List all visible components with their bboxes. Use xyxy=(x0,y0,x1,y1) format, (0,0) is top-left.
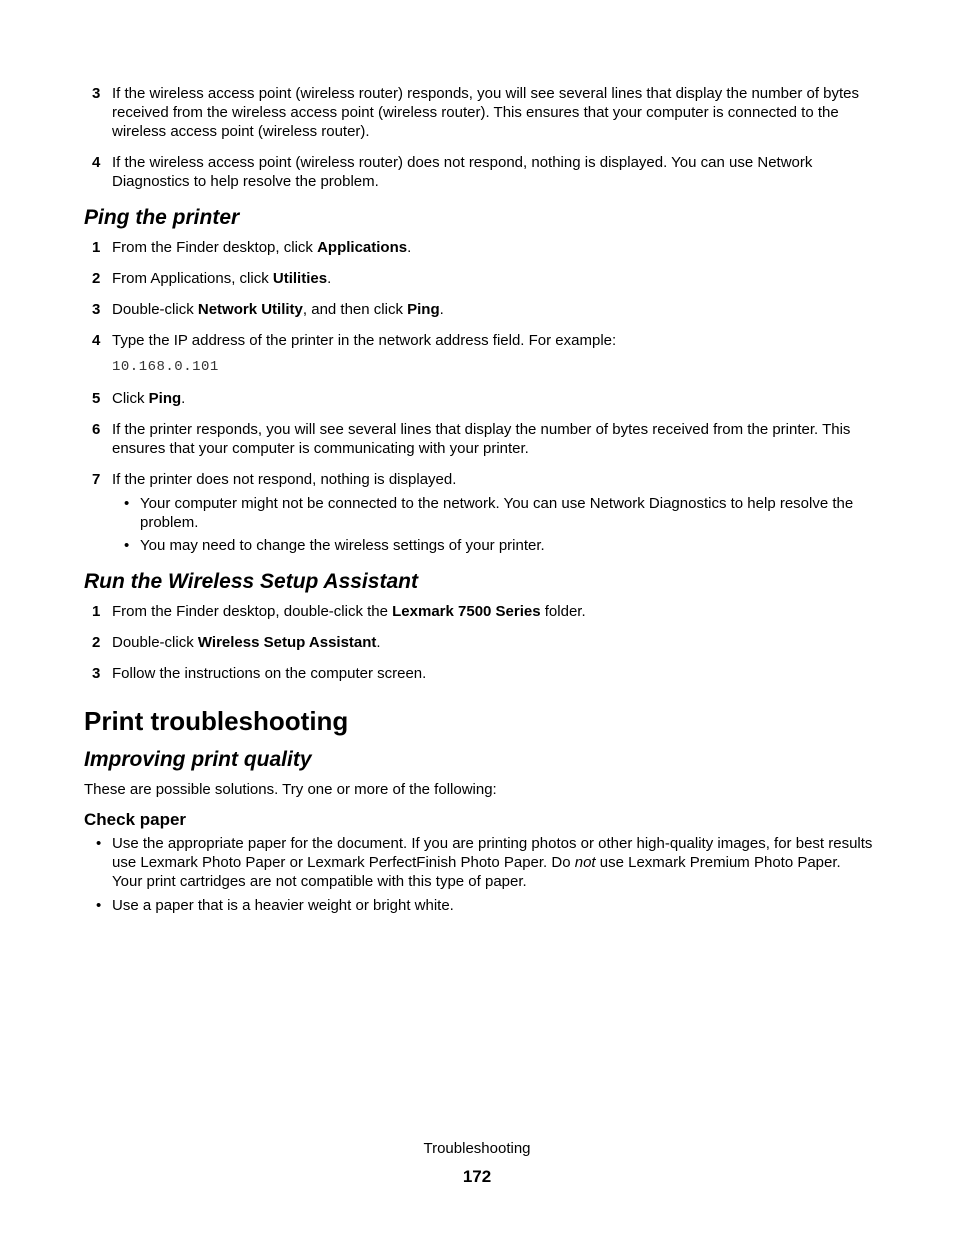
step-number: 1 xyxy=(92,603,101,620)
wireless-step-2 xyxy=(84,633,874,652)
section-heading-print-quality: Improving print quality xyxy=(84,748,312,771)
page-number: 172 xyxy=(462,1167,492,1186)
check-paper-list xyxy=(84,834,874,915)
step-number: 5 xyxy=(92,390,101,407)
bullet-list xyxy=(112,494,874,555)
step-text-part: . xyxy=(181,390,186,407)
list-item xyxy=(84,896,874,915)
section-heading-wireless: Run the Wireless Setup Assistant xyxy=(84,570,418,593)
step-number: 2 xyxy=(92,270,101,287)
list-item-text: Use a paper that is a heavier weight or bright white. xyxy=(112,897,454,914)
footer-section-name: Troubleshooting xyxy=(423,1140,531,1157)
list-item xyxy=(84,834,874,891)
bullet-icon: • xyxy=(96,835,102,852)
step-text-part: folder. xyxy=(540,603,586,620)
step-text-part: Double-click xyxy=(112,634,198,651)
step-text xyxy=(112,603,586,620)
step-text-part: From the Finder desktop, double-click the xyxy=(112,603,393,620)
section-heading-ping: Ping the printer xyxy=(84,206,240,229)
step-3 xyxy=(84,84,874,141)
step-text: Type the IP address of the printer in the network address field. For example: xyxy=(112,332,617,349)
step-text xyxy=(112,270,331,287)
step-number: 2 xyxy=(92,634,101,651)
step-text xyxy=(112,390,185,407)
list-item-text-part: Use the appropriate paper for the document. If you are printing photos or other high-quality images, for best results use Lexmark Photo Paper or Lexmark PerfectFinish Photo Paper. Do xyxy=(112,835,873,871)
step-text xyxy=(112,301,444,318)
step-text-bold: Lexmark 7500 Series xyxy=(392,603,541,620)
step-text-part: Double-click xyxy=(112,301,198,318)
step-text-part: . xyxy=(407,239,412,256)
wireless-step-1 xyxy=(84,602,874,621)
list-item xyxy=(112,494,874,532)
page-content xyxy=(84,84,874,920)
step-number: 3 xyxy=(92,301,101,318)
list-item-text-part: use Lexmark Premium Photo Paper. Your print cartridges are not compatible with this type of paper. xyxy=(112,854,841,890)
step-text-bold: Wireless Setup Assistant xyxy=(197,634,377,651)
chapter-heading: Print troubleshooting xyxy=(84,706,349,736)
step-number: 4 xyxy=(92,154,101,171)
list-item-text-emphasis: not xyxy=(574,854,596,871)
step-text xyxy=(112,239,411,256)
wireless-step-3 xyxy=(84,664,874,683)
step-text-bold: Ping xyxy=(148,390,182,407)
step-text: Follow the instructions on the computer screen. xyxy=(112,665,427,682)
step-text-part: . xyxy=(439,301,444,318)
step-4 xyxy=(84,153,874,191)
list-item-text: You may need to change the wireless settings of your printer. xyxy=(140,537,545,554)
step-number: 4 xyxy=(92,332,101,349)
ping-step-7 xyxy=(84,470,874,555)
step-text-bold: Utilities xyxy=(272,270,328,287)
bullet-icon: • xyxy=(124,537,130,554)
step-text: If the printer responds, you will see several lines that display the number of bytes received from the printer. This ensures that your computer is communicating with your printer. xyxy=(112,421,851,457)
step-text-part: , and then click xyxy=(302,301,408,318)
step-text-part: . xyxy=(376,634,381,651)
ping-step-2 xyxy=(84,269,874,288)
step-text-bold: Network Utility xyxy=(197,301,303,318)
bullet-icon: • xyxy=(96,897,102,914)
step-number: 3 xyxy=(92,85,101,102)
step-number: 3 xyxy=(92,665,101,682)
subsection-heading-check-paper: Check paper xyxy=(84,810,187,829)
list-item-text xyxy=(112,835,872,890)
step-number: 1 xyxy=(92,239,101,256)
step-text-part: From Applications, click xyxy=(112,270,273,287)
step-number: 6 xyxy=(92,421,101,438)
list-item-text: Your computer might not be connected to the network. You can use Network Diagnostics to help resolve the problem. xyxy=(140,495,854,531)
ping-step-3 xyxy=(84,300,874,319)
step-text-part: Click xyxy=(112,390,149,407)
step-text-bold: Applications xyxy=(317,239,408,256)
step-text-part: . xyxy=(327,270,332,287)
step-text-part: From the Finder desktop, click xyxy=(112,239,318,256)
ping-step-5 xyxy=(84,389,874,408)
step-number: 7 xyxy=(92,471,101,488)
ping-step-6 xyxy=(84,420,874,458)
ip-address-example: 10.168.0.101 xyxy=(112,359,219,375)
step-text: If the wireless access point (wireless router) responds, you will see several lines that display the number of bytes received from the wireless access point (wireless router). This ensures that your computer is connected to the wireless access point (wireless router). xyxy=(112,85,860,140)
step-text-bold: Ping xyxy=(407,301,440,318)
step-text: If the printer does not respond, nothing is displayed. xyxy=(112,471,457,488)
ping-step-1 xyxy=(84,238,874,257)
list-item xyxy=(112,536,874,555)
bullet-icon: • xyxy=(124,495,130,512)
intro-paragraph: These are possible solutions. Try one or more of the following: xyxy=(84,781,497,798)
ping-step-4 xyxy=(84,331,874,377)
step-text xyxy=(112,634,381,651)
step-text: If the wireless access point (wireless router) does not respond, nothing is displayed. You can use Network Diagnostics to help resolve the problem. xyxy=(112,154,813,190)
